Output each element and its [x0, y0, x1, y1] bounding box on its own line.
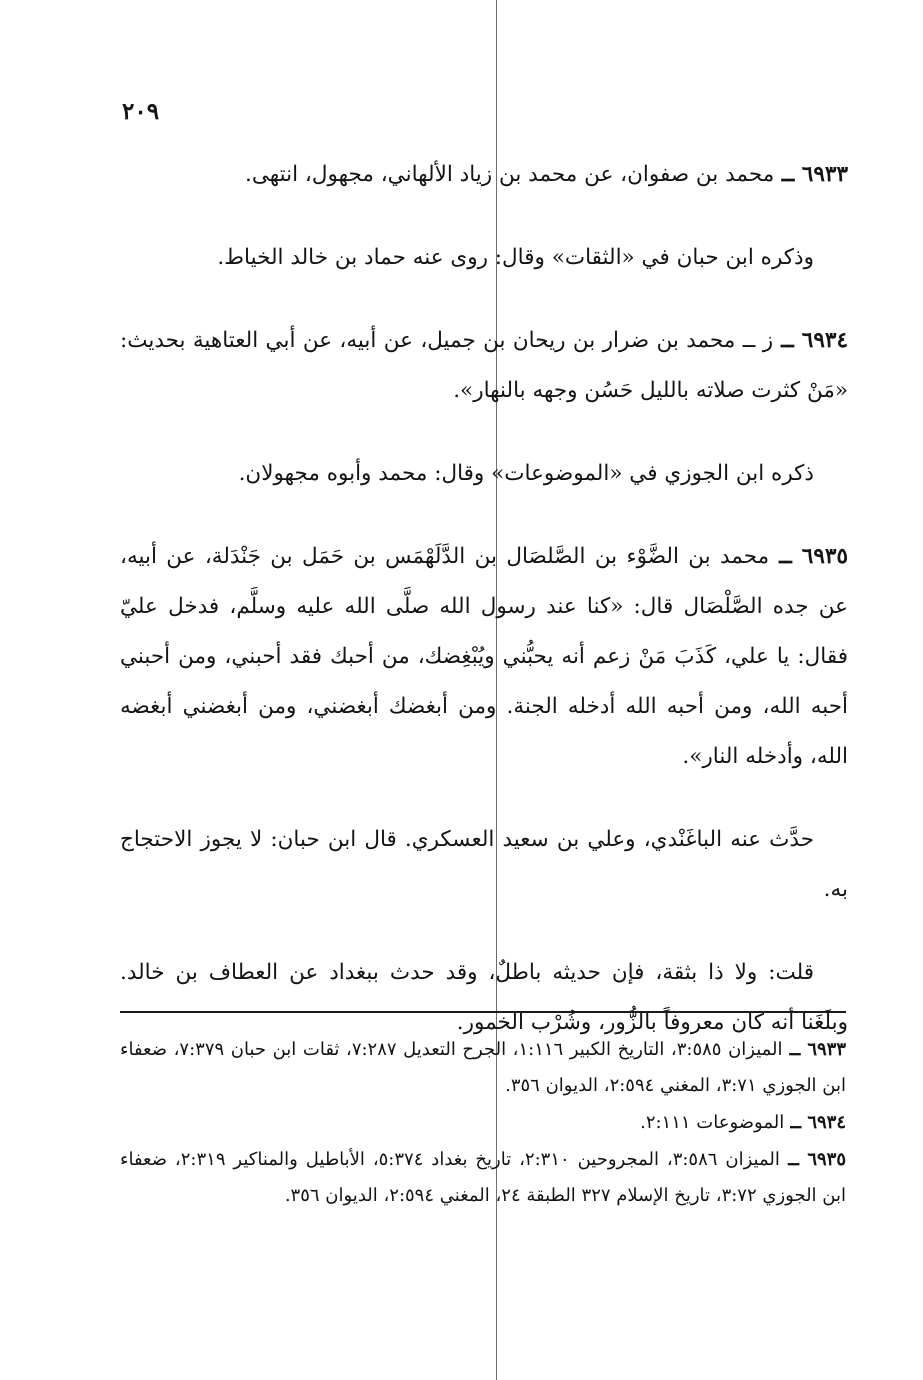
footnote-text: الميزان ٣:٥٨٦، المجروحين ٢:٣١٠، تاريخ بغداد ٥:٣٧٤، الأباطيل والمناكير ٢:٣١٩، ضعفاء ابن الجوزي ٣:٧٢، تاريخ الإسلام ٣٢٧ الطبقة ٢٤، المغني ٢:٥٩٤، الديوان ٣٥٦.	[120, 1149, 846, 1206]
entry-paragraph-6934	[120, 316, 848, 416]
main-text	[120, 150, 848, 1081]
footnote-separator	[120, 1011, 846, 1013]
entry-paragraph-6935	[120, 532, 848, 782]
footnote-6935	[120, 1142, 846, 1214]
entry-text: ز ــ محمد بن ضرار بن ريحان بن جميل، عن أبيه، عن أبي العتاهية بحديث: «مَنْ كثرت صلاته بالليل حَسُن وجهه بالنهار».	[120, 328, 848, 403]
footnote-6934	[120, 1105, 846, 1141]
entry-comment-paragraph: وذكره ابن حبان في «الثقات» وقال: روى عنه حماد بن خالد الخياط.	[217, 245, 814, 270]
entry-comment-paragraph: قلت: ولا ذا بثقة، فإن حديثه باطلٌ، وقد حدث ببغداد عن العطاف بن خالد. وبلَغَنا أنه كان معروفاً بالزُّور، وشُرْب الخمور.	[120, 960, 848, 1035]
entry-dash: ــ	[773, 328, 802, 353]
footnotes	[120, 1032, 846, 1215]
footnote-text: الموضوعات ٢:١١١.	[640, 1112, 785, 1133]
entry-number: ٦٩٣٥	[801, 544, 848, 569]
footnote-text: الميزان ٣:٥٨٥، التاريخ الكبير ١:١١٦، الجرح التعديل ٧:٢٨٧، ثقات ابن حبان ٧:٣٧٩، ضعفاء ابن الجوزي ٣:٧١، المغني ٢:٥٩٤، الديوان ٣٥٦.	[120, 1039, 846, 1096]
entry-number: ٦٩٣٣	[801, 162, 848, 187]
entry-paragraph-6933	[120, 150, 848, 200]
entry-dash: ــ	[774, 162, 802, 187]
entry-comment-paragraph: ذكره ابن الجوزي في «الموضوعات» وقال: محمد وأبوه مجهولان.	[238, 461, 814, 486]
page-number: ٢٠٩	[122, 98, 160, 125]
footnote-6933	[120, 1032, 846, 1104]
footnote-dash: ــ	[784, 1112, 808, 1133]
footnote-number: ٦٩٣٥	[807, 1149, 846, 1170]
entry-comment-paragraph: حدَّث عنه الباغَنْدي، وعلي بن سعيد العسكري. قال ابن حبان: لا يجوز الاحتجاج به.	[120, 827, 848, 902]
footnote-dash: ــ	[782, 1039, 808, 1060]
entry-text: محمد بن الضَّوْء بن الصَّلصَال بن الدَّلَهْمَس بن حَمَل بن جَنْدَلة، عن أبيه، عن جده الصَّلْصَال قال: «كنا عند رسول الله صلَّى الله عليه وسلَّم، فدخل عليّ فقال: يا علي، كَذَبَ مَنْ زعم أنه يحبُّني ويُبْغِضك، من أحبك فقد أحبني، ومن أحبني أحبه الله، ومن أحبه الله أدخله الجنة. ومن أبغضك أبغضني، ومن أبغضني أبغضه الله، وأدخله النار».	[120, 544, 848, 769]
footnote-number: ٦٩٣٣	[807, 1039, 847, 1060]
footnote-dash: ــ	[779, 1149, 808, 1170]
footnote-number: ٦٩٣٤	[807, 1112, 846, 1133]
entry-number: ٦٩٣٤	[801, 328, 848, 353]
entry-text: محمد بن صفوان، عن محمد بن زياد الألهاني، مجهول، انتهى.	[244, 162, 775, 187]
entry-dash: ــ	[769, 544, 802, 569]
